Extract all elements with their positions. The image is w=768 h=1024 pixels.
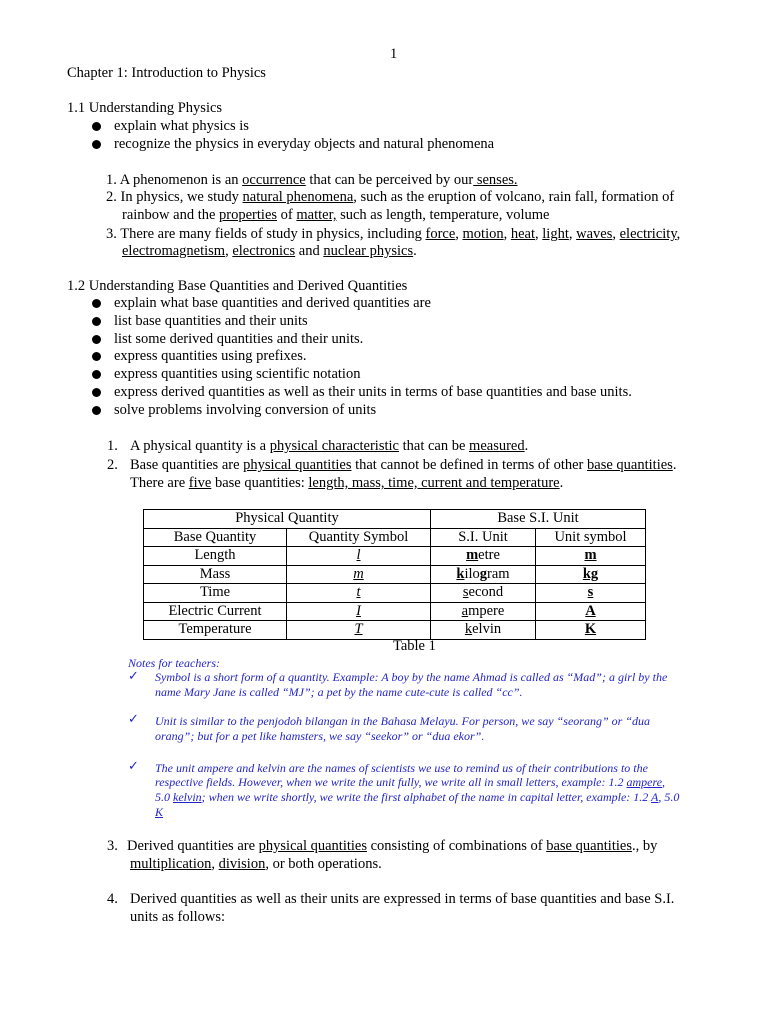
list-item: 2. In physics, we study natural phenomena, such as the eruption of volcano, rain fall, formation of <box>106 189 675 205</box>
bullet-icon <box>92 406 101 415</box>
list-item: 1. A phenomenon is an occurrence that can be perceived by our senses. <box>106 172 518 188</box>
bullet-icon <box>92 352 101 361</box>
checkmark-icon: ✓ <box>128 758 139 773</box>
quantity-cell: Length <box>144 547 287 566</box>
table-row <box>144 584 646 603</box>
symbol-cell: I <box>287 602 431 621</box>
bullet-icon <box>92 140 101 149</box>
list-item: Derived quantities as well as their units are expressed in terms of base quantities and base S.I. <box>130 891 675 907</box>
list-item-continuation: electromagnetism, electronics and nuclear physics. <box>122 243 417 259</box>
quantity-cell: Temperature <box>144 621 287 640</box>
unit-symbol-cell: s <box>536 584 646 603</box>
symbol-cell: l <box>287 547 431 566</box>
chapter-title: Chapter 1: Introduction to Physics <box>67 65 266 81</box>
section-1-2-heading: 1.2 Understanding Base Quantities and Derived Quantities <box>67 278 408 294</box>
page-number: 1 <box>390 46 398 62</box>
list-item-number: 3. <box>107 838 118 854</box>
list-item-number: 2. <box>107 457 118 473</box>
unit-symbol-cell: m <box>536 547 646 566</box>
bullet-icon <box>92 335 101 344</box>
list-item: 3. There are many fields of study in physics, including force, motion, heat, light, waves, electricity, <box>106 226 681 242</box>
section-1-1-heading: 1.1 Understanding Physics <box>67 100 223 116</box>
table-col-header: Unit symbol <box>536 528 646 547</box>
list-item-number: 1. <box>107 438 118 454</box>
checkmark-icon: ✓ <box>128 668 139 683</box>
list-item-continuation: There are five base quantities: length, mass, time, current and temperature. <box>130 475 564 491</box>
list-item-continuation: units as follows: <box>130 909 226 925</box>
objective-item: express derived quantities as well as their units in terms of base quantities and base units. <box>114 384 632 400</box>
objective-item: list some derived quantities and their units. <box>114 331 364 347</box>
checkmark-icon: ✓ <box>128 711 139 726</box>
notes-title: Notes for teachers: <box>128 656 220 670</box>
unit-cell: second <box>431 584 536 603</box>
list-item: Derived quantities are physical quantities consisting of combinations of base quantities., by <box>127 838 658 854</box>
table-row <box>144 602 646 621</box>
quantity-cell: Time <box>144 584 287 603</box>
bullet-icon <box>92 122 101 131</box>
objective-item: recognize the physics in everyday objects and natural phenomena <box>114 136 495 152</box>
table-row <box>144 565 646 584</box>
base-quantities-table <box>143 509 646 640</box>
table-group-header-row <box>144 510 646 529</box>
quantity-cell: Electric Current <box>144 602 287 621</box>
note-text: K <box>155 805 164 819</box>
unit-cell: kelvin <box>431 621 536 640</box>
unit-cell: ampere <box>431 602 536 621</box>
objective-item: express quantities using scientific notation <box>114 366 361 382</box>
list-item: Base quantities are physical quantities that cannot be defined in terms of other base quantities. <box>130 457 677 473</box>
note-text: name Mary Jane is called “MJ”; a pet by the name cute-cute is called “cc”. <box>155 685 523 699</box>
bullet-icon <box>92 299 101 308</box>
objective-item: solve problems involving conversion of units <box>114 402 377 418</box>
note-text: orang”; but for a pet like hamsters, we say “seekor” or “dua ekor”. <box>155 729 485 743</box>
unit-cell: kilogram <box>431 565 536 584</box>
table-col-header: Base Quantity <box>144 528 287 547</box>
table-group-header: Base S.I. Unit <box>431 510 646 529</box>
objective-item: express quantities using prefixes. <box>114 348 307 364</box>
table-row <box>144 621 646 640</box>
symbol-cell: t <box>287 584 431 603</box>
list-item-continuation: rainbow and the properties of matter, such as length, temperature, volume <box>122 207 550 223</box>
bullet-icon <box>92 388 101 397</box>
unit-symbol-cell: K <box>536 621 646 640</box>
list-item: A physical quantity is a physical characteristic that can be measured. <box>130 438 529 454</box>
unit-symbol-cell: A <box>536 602 646 621</box>
table-header-row <box>144 528 646 547</box>
note-text: respective fields. However, when we write the unit fully, we write all in small letters, example: 1.2 ampere, <box>155 775 666 789</box>
note-text: Unit is similar to the penjodoh bilangan in the Bahasa Melayu. For person, we say “seorang” or “dua <box>155 714 650 728</box>
quantity-cell: Mass <box>144 565 287 584</box>
symbol-cell: T <box>287 621 431 640</box>
note-text: Symbol is a short form of a quantity. Example: A boy by the name Ahmad is called as “Mad”; a girl by the <box>155 670 668 684</box>
symbol-cell: m <box>287 565 431 584</box>
table-row <box>144 547 646 566</box>
unit-cell: metre <box>431 547 536 566</box>
table-col-header: Quantity Symbol <box>287 528 431 547</box>
note-text: The unit ampere and kelvin are the names of scientists we use to remind us of their contributions to the <box>155 761 648 775</box>
objective-item: list base quantities and their units <box>114 313 308 329</box>
table-caption: Table 1 <box>393 638 436 654</box>
unit-symbol-cell: kg <box>536 565 646 584</box>
objective-item: explain what physics is <box>114 118 249 134</box>
note-text: 5.0 kelvin; when we write shortly, we write the first alphabet of the name in capital letter, example: 1.2 A, 5.0 <box>155 790 680 804</box>
list-item-continuation: multiplication, division, or both operations. <box>130 856 382 872</box>
objective-item: explain what base quantities and derived quantities are <box>114 295 431 311</box>
list-item-number: 4. <box>107 891 118 907</box>
table-group-header: Physical Quantity <box>144 510 431 529</box>
table-col-header: S.I. Unit <box>431 528 536 547</box>
bullet-icon <box>92 370 101 379</box>
bullet-icon <box>92 317 101 326</box>
